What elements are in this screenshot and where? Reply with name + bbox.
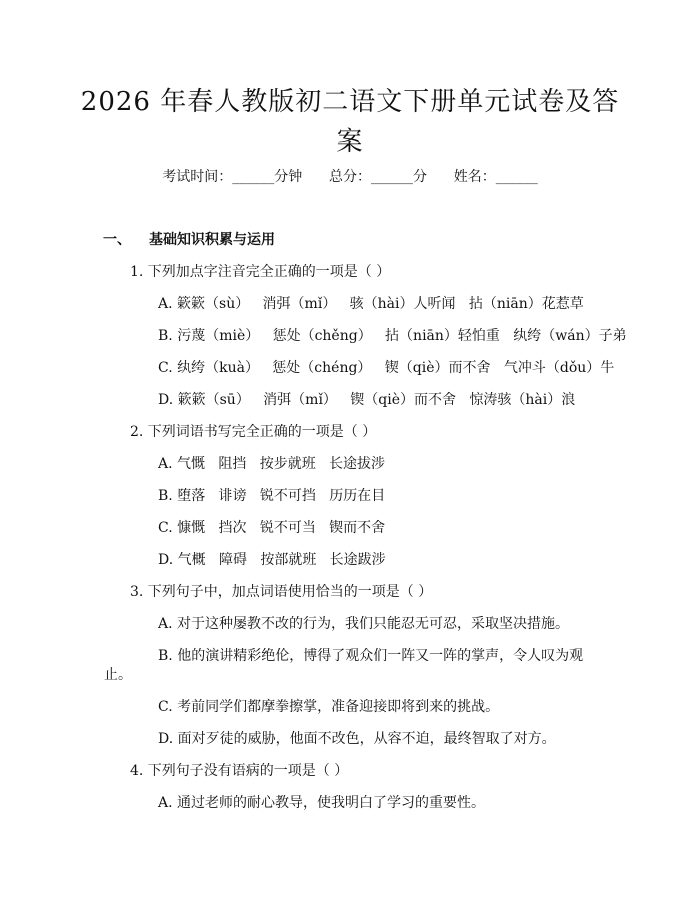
question-option-wrap: 止。 [104,667,132,683]
question-option: C. 考前同学们都摩拳擦掌，准备迎接即将到来的挑战。 [158,699,500,715]
question-stem: 1. 下列加点字注音完全正确的一项是（ ） [130,264,391,280]
question-option: B. 他的演讲精彩绝伦，博得了观众们一阵又一阵的掌声，令人叹为观 [158,648,584,664]
section-number: 一、 [103,232,131,248]
section-heading [103,229,275,249]
title-line-1: 2026 年春人教版初二语文下册单元试卷及答 [80,87,620,117]
document-title [80,82,620,162]
question-option: A. 对于这种屡教不改的行为，我们只能忍无可忍，采取坚决措施。 [158,616,570,632]
section-title: 基础知识积累与运用 [149,232,275,248]
question-stem: 3. 下列句子中，加点词语使用恰当的一项是（ ） [130,584,433,600]
exam-meta-info: 考试时间：______分钟 总分：______分 姓名：______ [162,169,538,185]
question-option: A. 通过老师的耐心教导，使我明白了学习的重要性。 [158,795,486,811]
question-option: C. 慷慨 挡次 锐不可当 锲而不舍 [158,520,386,536]
question-stem: 2. 下列词语书写完全正确的一项是（ ） [130,424,377,440]
question-stem: 4. 下列句子没有语病的一项是（ ） [130,763,349,779]
question-option: A. 气慨 阻挡 按步就班 长途拔涉 [158,456,386,472]
question-option: A. 簌簌（sù） 消弭（mǐ） 骇（hài）人听闻 拈（niān）花惹草 [158,296,584,312]
title-line-2: 案 [336,127,364,157]
question-option: D. 簌簌（sū） 消弭（mǐ） 锲（qiè）而不舍 惊涛骇（hài）浪 [158,392,576,408]
question-option: C. 纨绔（kuà） 惩处（chéng） 锲（qiè）而不舍 气冲斗（dǒu）牛 [158,360,615,376]
question-option: B. 污蔑（miè） 惩处（chěng） 拈（niān）轻怕重 纨绔（wán）子弟 [158,328,627,344]
question-option: B. 堕落 诽谤 锐不可挡 历历在目 [158,488,386,504]
question-option: D. 气概 障碍 按部就班 长途跋涉 [158,552,386,568]
question-option: D. 面对歹徒的威胁，他面不改色，从容不迫，最终智取了对方。 [158,731,556,747]
